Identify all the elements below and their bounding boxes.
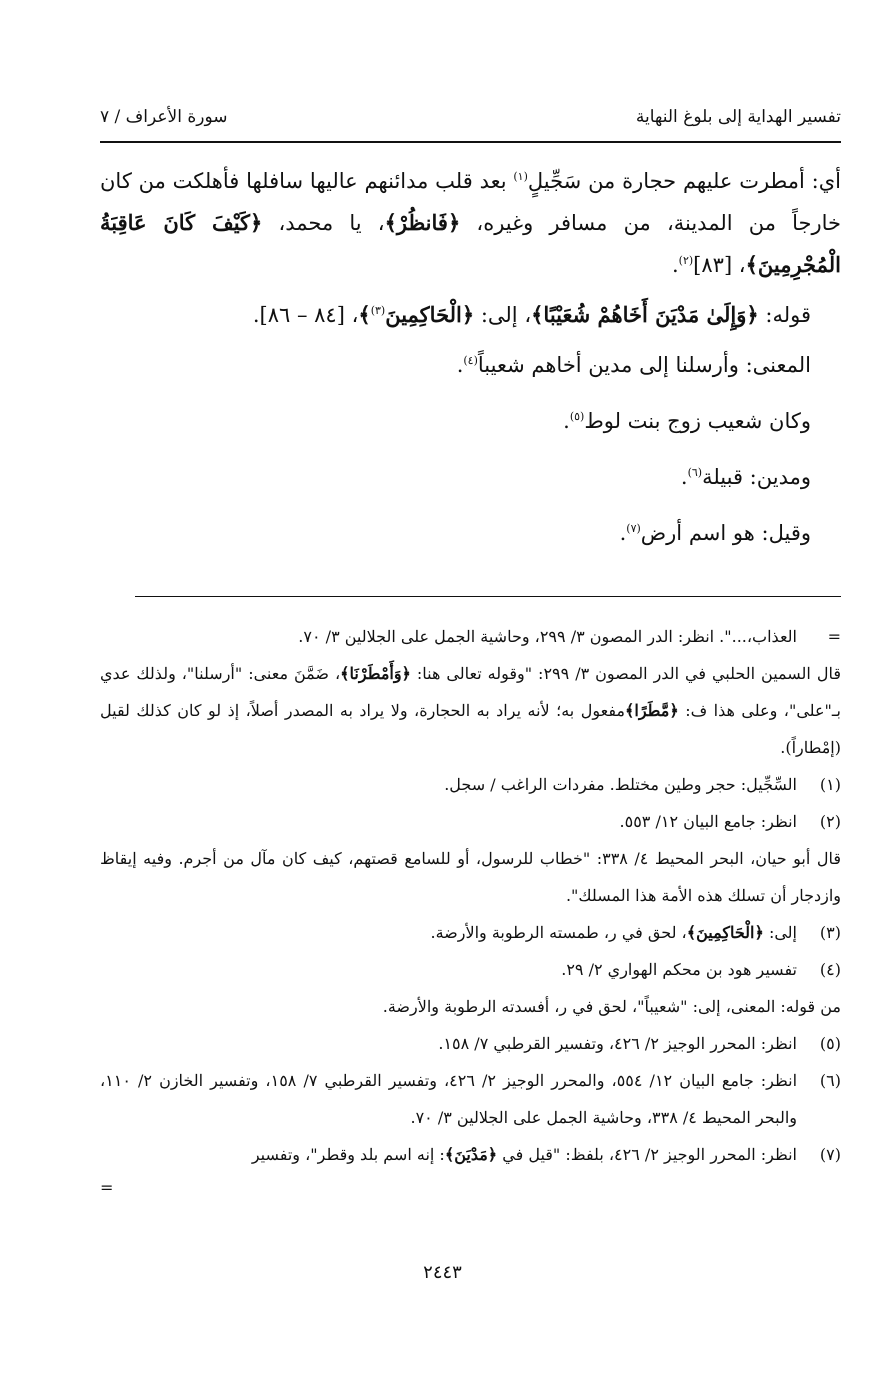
footnote-1: (١) السِّجِّيل: حجر وطين مختلط. مفردات الراغب / سجل.	[100, 766, 841, 803]
footnote-number: (٤)	[819, 960, 841, 979]
quran-quote: ﴿وَإِلَىٰ مَدْيَنَ أَخَاهُمْ شُعَيْبًا﴾	[531, 302, 759, 327]
paragraph-2: قوله: ﴿وَإِلَىٰ مَدْيَنَ أَخَاهُمْ شُعَيْبًا﴾، إلى: ﴿الْحَاكِمِينَ$^{(٣)}$﴾، [٨٤ – ٨٦].	[252, 302, 811, 327]
footnote-ref-2[interactable]: (٢)	[678, 254, 694, 267]
paragraph-1: أي: أمطرت عليهم حجارة من سَجِّيلٍ$^{(١)}$ بعد قلب مدائنهم عاليها سافلها فأهلكت من كان خارجاً من المدينة، من مسافر وغيره، ﴿فَانظُرْ﴾، يا محمد، ﴿كَيْفَ كَانَ عَاقِبَةُ الْمُجْرِمِينَ﴾، [٨٣]$^{(٢)}$.	[100, 169, 842, 277]
footnote-ref-1[interactable]: (١)	[513, 170, 528, 183]
paragraph-5: ومدين: قبيلة$^{(٦)}$.	[680, 465, 811, 489]
footnote-ref-5[interactable]: (٥)	[569, 410, 585, 423]
footnote-4-sub: من قوله: المعنى، إلى: "شعيباً"، لحق في ر، أفسدته الرطوبة والأرضة.	[382, 997, 841, 1016]
footnote-4: (٤) تفسير هود بن محكم الهواري ٢/ ٢٩.	[100, 951, 841, 988]
running-header	[100, 102, 841, 132]
footnote-3: (٣) إلى: ﴿الْحَاكِمِينَ﴾، لحق في ر، طمسته الرطوبة والأرضة.	[100, 914, 841, 951]
quran-quote: ﴿الْحَاكِمِينَ	[385, 302, 475, 327]
paragraph-4: وكان شعيب زوج بنت لوط$^{(٥)}$.	[563, 409, 811, 433]
footnote-number: (٢)	[819, 812, 841, 831]
footnote-number: (٦)	[819, 1071, 841, 1090]
footnote-2-sub: قال أبو حيان، البحر المحيط ٤/ ٣٣٨: "خطاب للرسول، أو للسامع قصتهم، كيف كان مآل من أجرم. وفيه إيقاظ وازدجار أن تسلك هذه الأمة هذا المسلك".	[100, 849, 841, 905]
footnote-continues-mark: =	[100, 1178, 114, 1197]
footnote-number: (٥)	[819, 1034, 841, 1053]
footnote-ref-4[interactable]: (٤)	[463, 354, 478, 367]
footnote-number: (٧)	[819, 1145, 841, 1164]
paragraph-6: وقيل: هو اسم أرض$^{(٧)}$.	[619, 521, 811, 545]
footnote-ref-7[interactable]: (٧)	[626, 522, 641, 535]
footnote-separator	[135, 596, 841, 597]
footnotes	[100, 618, 841, 1173]
footnote-ref-3[interactable]: (٣)	[370, 304, 386, 317]
footnote-5: (٥) انظر: المحرر الوجيز ٢/ ٤٢٦، وتفسير القرطبي ٧/ ١٥٨.	[100, 1025, 841, 1062]
header-rule	[100, 141, 841, 143]
sura-reference: سورة الأعراف / ٧	[100, 107, 228, 127]
paragraph-3: المعنى: وأرسلنا إلى مدين أخاهم شعيباً$^{(٤)}$.	[456, 353, 811, 377]
footnote-continuation-quote: قال السمين الحلبي في الدر المصون ٣/ ٢٩٩: "وقوله تعالى هنا: ﴿وَأَمْطَرْنَا﴾، ضَمَّنَ معنى: "أرسلنا"، ولذلك عدي بـ"على"، وعلى هذا ف: ﴿مَّطَرًا﴾مفعول به؛ لأنه يراد به الحجارة، ولا يراد به المصدر أصلاً، إذ لو كان كذلك لقيل (إمْطاراً).	[100, 664, 841, 757]
footnote-2: (٢) انظر: جامع البيان ١٢/ ٥٥٣.	[100, 803, 841, 840]
page-number: ٢٤٤٣	[423, 1262, 462, 1283]
footnote-ref-6[interactable]: (٦)	[687, 466, 703, 479]
footnote-number: (٣)	[819, 923, 841, 942]
quran-quote: ﴿كَيْفَ كَانَ عَاقِبَةُ الْمُجْرِمِينَ﴾	[100, 210, 841, 277]
book-title: تفسير الهداية إلى بلوغ النهاية	[635, 107, 841, 127]
main-text	[100, 160, 841, 554]
footnote-number: (١)	[819, 775, 841, 794]
footnote-6: (٦) انظر: جامع البيان ١٢/ ٥٥٤، والمحرر الوجيز ٢/ ٤٢٦، وتفسير القرطبي ٧/ ١٥٨، وتفسير الخازن ٢/ ١١٠، والبحر المحيط ٤/ ٣٣٨، وحاشية الجمل على الجلالين ٣/ ٧٠.	[100, 1062, 841, 1136]
footnote-7: (٧) انظر: المحرر الوجيز ٢/ ٤٢٦، بلفظ: "قيل في ﴿مَدْيَنَ﴾: إنه اسم بلد وقطر"، وتفسير	[100, 1136, 841, 1173]
quran-quote: ﴿فَانظُرْ﴾	[384, 210, 461, 235]
continuation-mark: =	[827, 627, 841, 646]
footnote-continuation: = العذاب،...". انظر: الدر المصون ٣/ ٢٩٩، وحاشية الجمل على الجلالين ٣/ ٧٠.	[100, 618, 841, 655]
